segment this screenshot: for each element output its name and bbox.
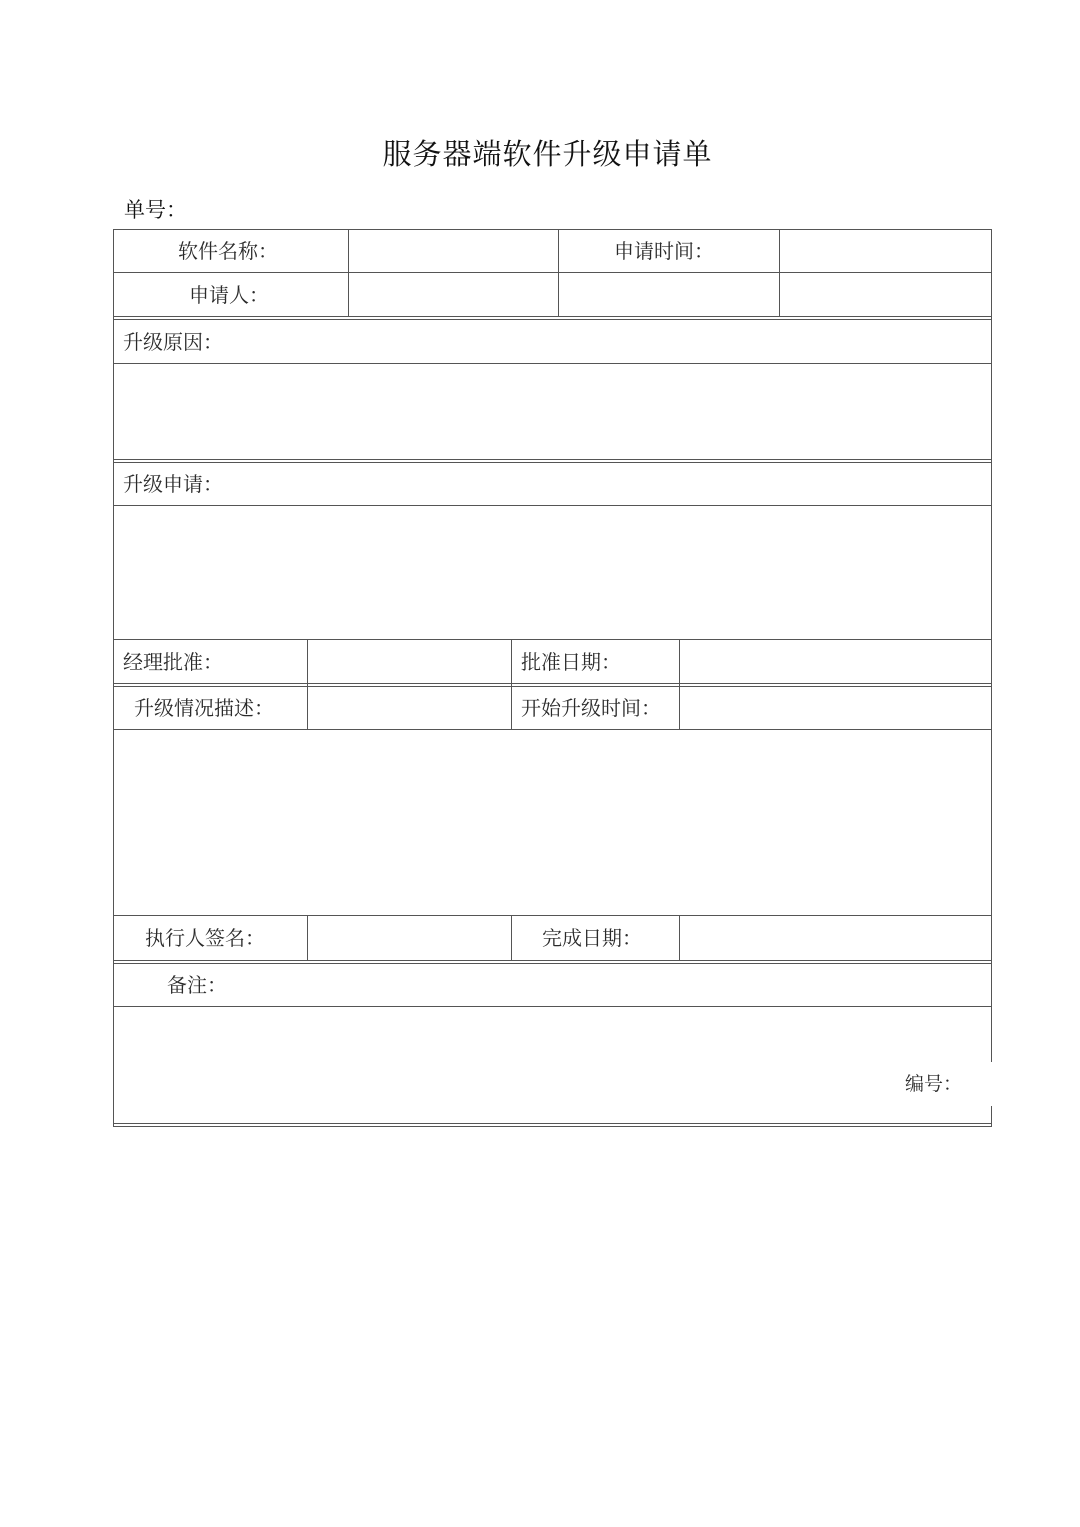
start-time-field[interactable] xyxy=(680,687,991,729)
apply-time-field[interactable] xyxy=(780,230,991,272)
column-divider xyxy=(511,639,512,730)
form-number-label: 单号： xyxy=(124,198,187,222)
remarks-label: 备注： xyxy=(167,973,227,997)
approval-date-field[interactable] xyxy=(680,640,991,683)
section-divider xyxy=(113,960,992,961)
applicant-extra-field-2[interactable] xyxy=(780,273,991,316)
upgrade-reason-label: 升级原因： xyxy=(123,330,223,354)
start-time-label: 开始升级时间： xyxy=(521,696,661,720)
table-bottom-border xyxy=(113,1123,992,1124)
column-divider xyxy=(511,915,512,961)
completion-date-field[interactable] xyxy=(680,916,991,960)
software-name-field[interactable] xyxy=(349,230,558,272)
manager-approval-label: 经理批准： xyxy=(123,650,223,674)
section-divider xyxy=(113,316,992,317)
approval-date-label: 批准日期： xyxy=(521,650,621,674)
executor-signature-field[interactable] xyxy=(308,916,511,960)
serial-number-label: 编号： xyxy=(905,1073,963,1095)
upgrade-description-field[interactable] xyxy=(308,687,511,729)
section-divider xyxy=(113,683,992,684)
upgrade-request-label: 升级申请： xyxy=(123,472,223,496)
table-right-border xyxy=(991,229,992,1062)
manager-approval-field[interactable] xyxy=(308,640,511,683)
section-divider xyxy=(113,459,992,460)
apply-time-label: 申请时间： xyxy=(614,239,714,263)
upgrade-request-textarea[interactable] xyxy=(114,506,991,639)
applicant-extra-field[interactable] xyxy=(559,273,779,316)
upgrade-reason-textarea[interactable] xyxy=(114,364,991,459)
applicant-label: 申请人： xyxy=(189,283,269,307)
page-title: 服务器端软件升级申请单 xyxy=(382,137,713,171)
remarks-textarea[interactable] xyxy=(114,1007,991,1123)
applicant-field[interactable] xyxy=(349,273,558,316)
executor-signature-label: 执行人签名： xyxy=(145,926,265,950)
application-form-table xyxy=(113,229,992,1127)
software-name-label: 软件名称： xyxy=(178,239,278,263)
section-divider xyxy=(113,963,992,964)
section-divider xyxy=(113,319,992,320)
completion-date-label: 完成日期： xyxy=(542,926,642,950)
table-bottom-border xyxy=(113,1126,992,1127)
section-divider xyxy=(113,462,992,463)
upgrade-description-label: 升级情况描述： xyxy=(134,696,274,720)
upgrade-description-textarea[interactable] xyxy=(114,730,991,915)
